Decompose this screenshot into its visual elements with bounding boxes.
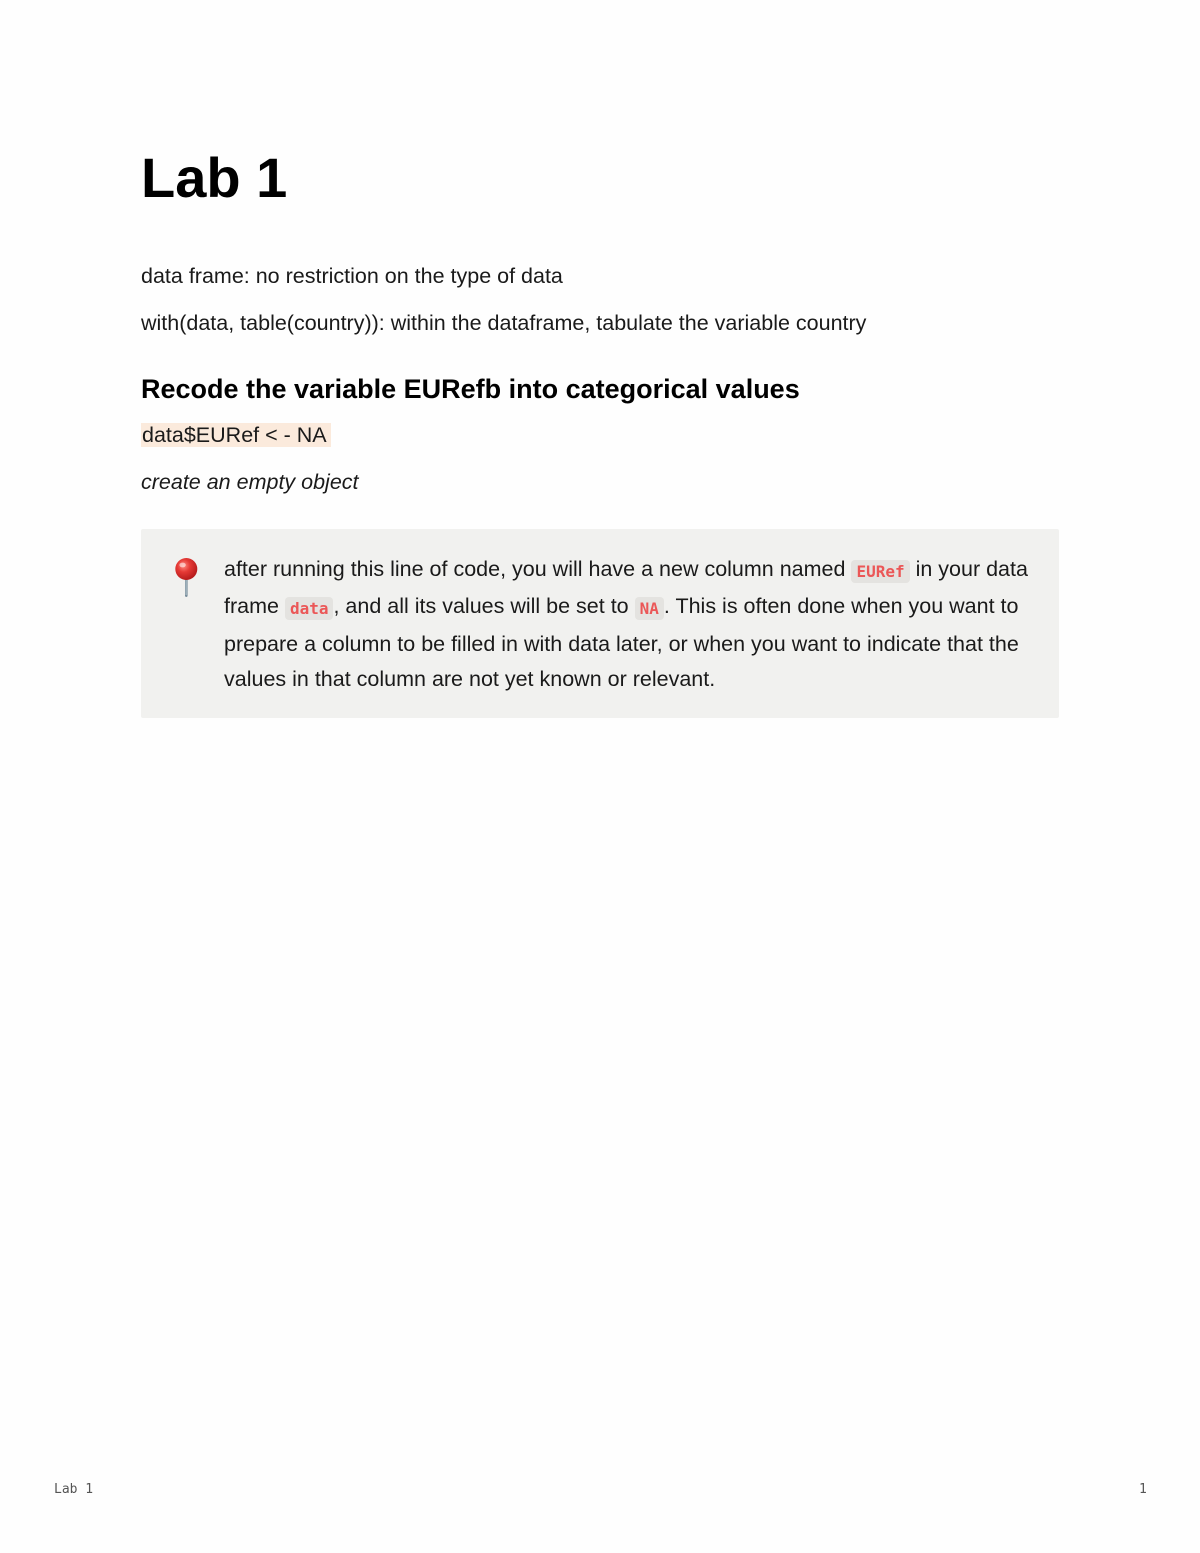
round-pushpin-icon bbox=[171, 557, 201, 601]
callout-text-part-4: . This is often done when you want to prepare a column to be filled in with data later, or when you want to indicate that the values in that column are not yet known or relevant. bbox=[224, 594, 1019, 691]
inline-code-data: data bbox=[285, 597, 334, 620]
section-heading: Recode the variable EURefb into categorical values bbox=[141, 374, 800, 404]
paragraph-data-frame: data frame: no restriction on the type of data bbox=[141, 264, 563, 288]
inline-code-na: NA bbox=[635, 597, 664, 620]
callout-text-part-2: in your data frame bbox=[224, 557, 1028, 619]
page-title: Lab 1 bbox=[141, 146, 288, 209]
callout-box bbox=[141, 529, 1059, 718]
callout-text bbox=[224, 552, 1044, 697]
inline-code-euref: EURef bbox=[851, 560, 909, 583]
callout-text-part-1: after running this line of code, you will have a new column named bbox=[224, 557, 852, 581]
italic-note: create an empty object bbox=[141, 470, 359, 494]
footer-page-number: 1 bbox=[1139, 1482, 1147, 1497]
code-line-highlight: data$EURef < - NA bbox=[141, 423, 331, 447]
callout-text-part-3: , and all its values will be set to bbox=[333, 594, 635, 619]
highlighted-code-line bbox=[141, 421, 331, 449]
paragraph-with-table: with(data, table(country)): within the dataframe, tabulate the variable country bbox=[141, 311, 867, 335]
footer-document-name: Lab 1 bbox=[54, 1482, 94, 1497]
